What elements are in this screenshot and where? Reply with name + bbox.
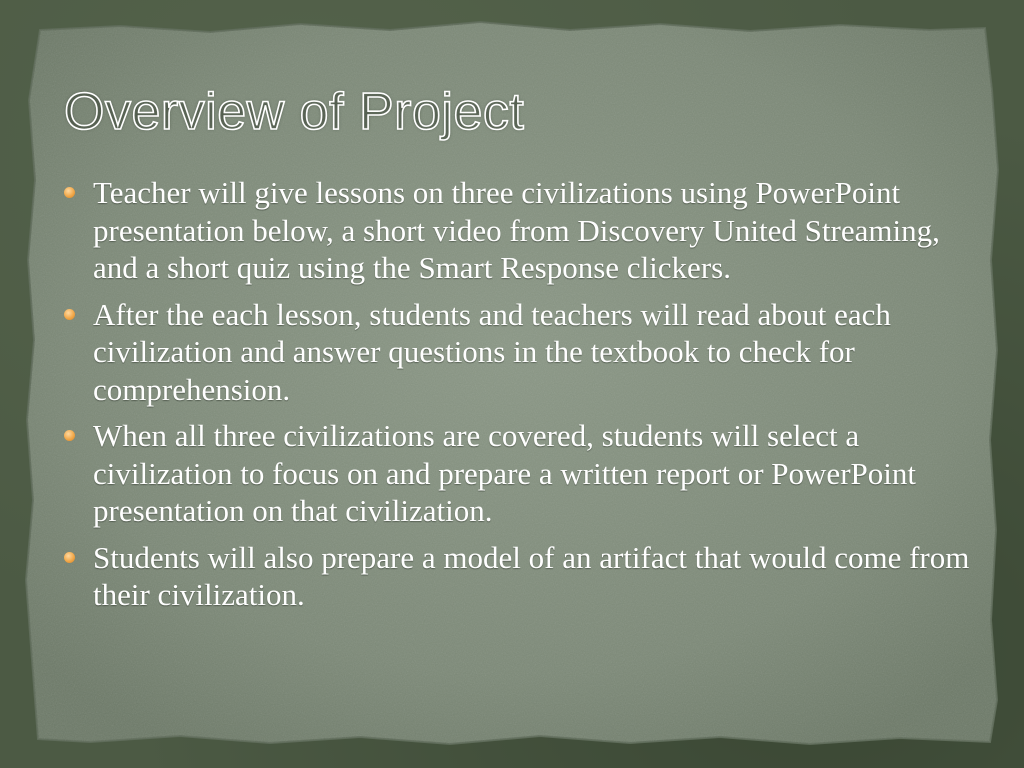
bullet-list [62, 174, 972, 623]
bullet-item [62, 417, 972, 530]
bullet-item [62, 174, 972, 287]
bullet-item [62, 296, 972, 409]
bullet-text: After the each lesson, students and teachers will read about each civilization and answer questions in the textbook to check for comprehension. [93, 296, 891, 407]
orange-circle-bullet-icon [64, 430, 75, 441]
bullet-text: When all three civilizations are covered, students will select a civilization to focus on and prepare a written report or PowerPoint presentation on that civilization. [93, 418, 916, 528]
slide-title: Overview of Project [64, 83, 525, 141]
orange-circle-bullet-icon [64, 552, 75, 563]
orange-circle-bullet-icon [64, 309, 75, 320]
bullet-text: Students will also prepare a model of an artifact that would come from their civilization. [93, 539, 970, 612]
bullet-text: Teacher will give lessons on three civilizations using PowerPoint presentation below, a short video from Discovery United Streaming, and a short quiz using the Smart Response clickers. [93, 175, 940, 285]
bullet-item [62, 539, 972, 614]
orange-circle-bullet-icon [64, 187, 75, 198]
